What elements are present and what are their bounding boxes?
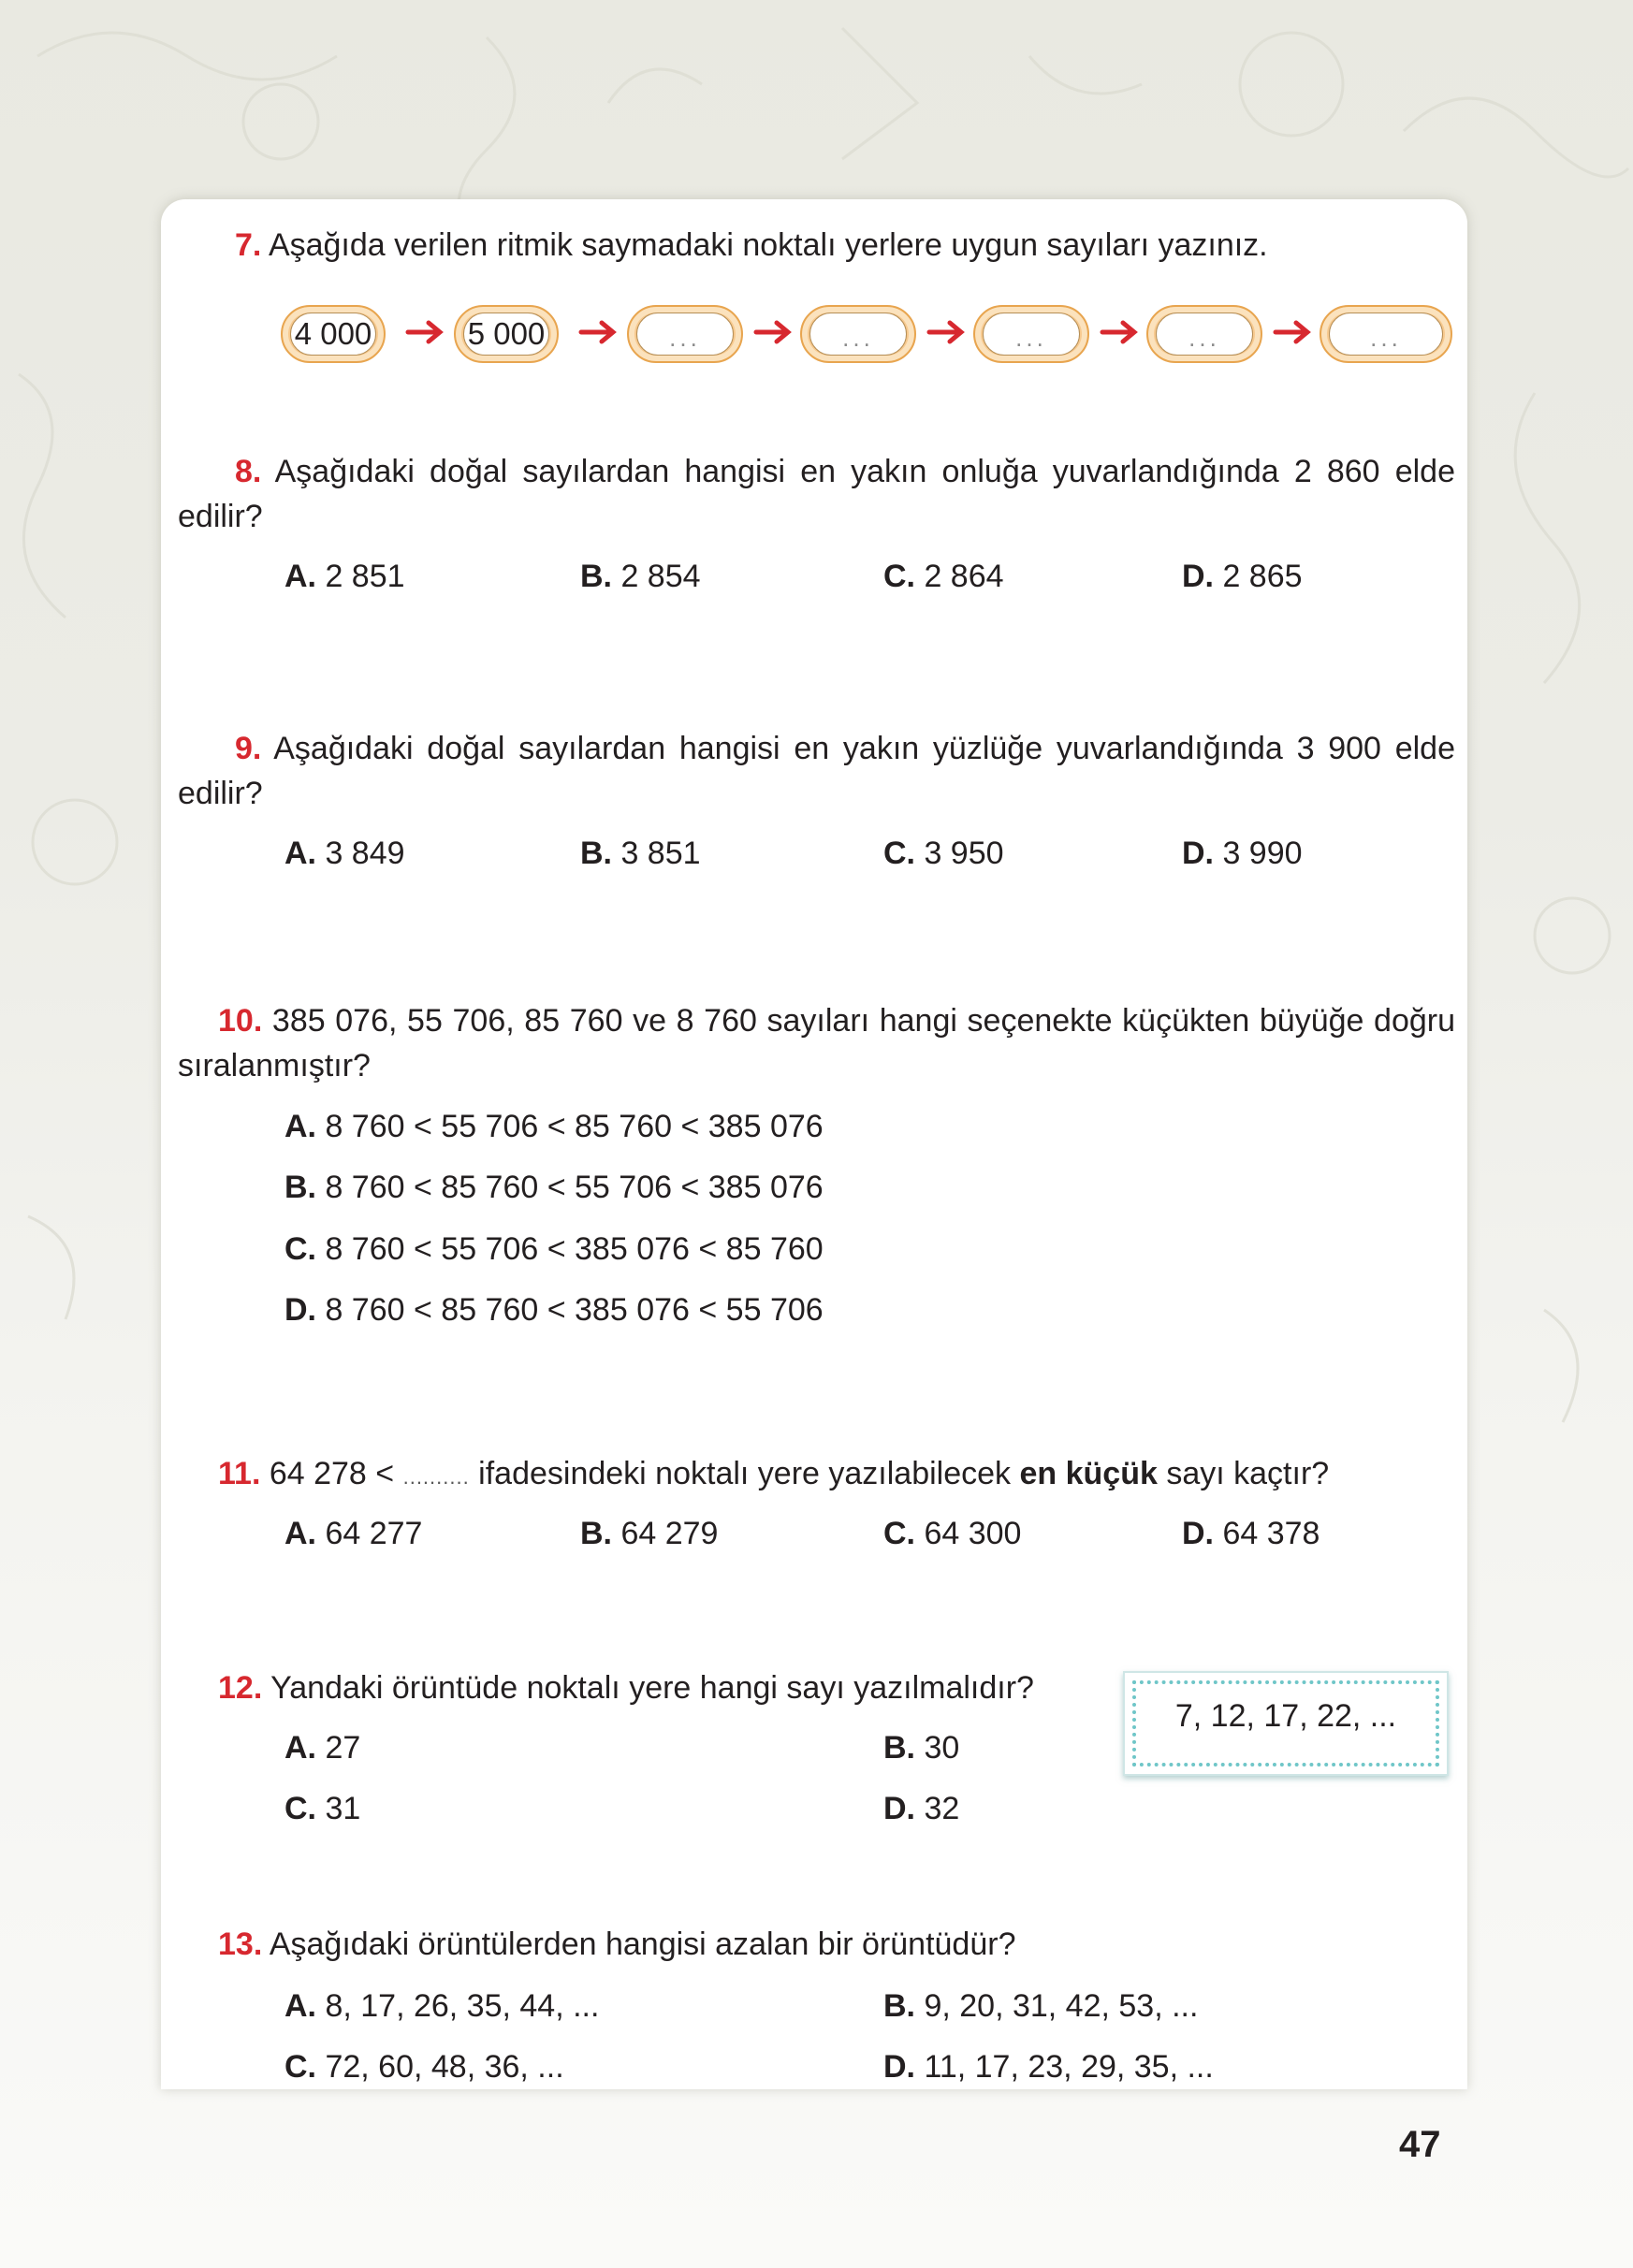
question-text: Aşağıdaki örüntülerden hangisi azalan bir örüntüdür?: [269, 1926, 1016, 1962]
question-13: [218, 1922, 1015, 1967]
question-number: 7.: [235, 227, 262, 263]
question-number: 8.: [235, 454, 262, 489]
option-d[interactable]: D. 3 990: [1182, 836, 1303, 871]
arrow-right-icon: [1272, 318, 1313, 346]
question-number: 12.: [218, 1670, 263, 1706]
option-d[interactable]: D. 32: [883, 1791, 960, 1826]
option-b[interactable]: B. 3 851: [580, 836, 701, 871]
pattern-box: [1123, 1671, 1449, 1776]
question-12: [218, 1665, 1034, 1710]
question-text: ifadesindeki noktalı yere yazılabilecek: [478, 1456, 1012, 1491]
option-c[interactable]: C. 3 950: [883, 836, 1004, 871]
question-text: Aşağıdaki doğal sayılardan hangisi en yakın yüzlüğe yuvarlandığında 3 900 elde edilir?: [178, 731, 1455, 811]
emphasis-text: en küçük: [1019, 1456, 1158, 1491]
option-b[interactable]: B. 30: [883, 1730, 960, 1766]
option-b[interactable]: B. 8 760 < 85 760 < 55 706 < 385 076: [284, 1170, 824, 1205]
arrow-right-icon: [404, 318, 445, 346]
question-9: [178, 726, 1455, 816]
question-text: 64 278 <: [269, 1456, 395, 1491]
option-c[interactable]: C. 31: [284, 1791, 361, 1826]
question-text: Aşağıdaki doğal sayılardan hangisi en yakın onluğa yuvarlandığında 2 860 elde edilir?: [178, 454, 1455, 534]
sequence-blank-1[interactable]: ...: [627, 305, 743, 363]
option-b[interactable]: B. 9, 20, 31, 42, 53, ...: [883, 1988, 1199, 2024]
sequence-blank-5[interactable]: ...: [1320, 305, 1452, 363]
option-b[interactable]: B. 2 854: [580, 559, 701, 594]
option-c[interactable]: C. 2 864: [883, 559, 1004, 594]
sequence-blank-3[interactable]: ...: [973, 305, 1089, 363]
sequence-box-2: 5 000: [454, 305, 559, 363]
option-a[interactable]: A. 8, 17, 26, 35, 44, ...: [284, 1988, 600, 2024]
answer-blank[interactable]: ..........: [402, 1465, 470, 1489]
question-7: [235, 223, 1451, 268]
option-a[interactable]: A. 27: [284, 1730, 361, 1766]
question-text: Aşağıda verilen ritmik saymadaki noktalı yerlere uygun sayıları yazınız.: [268, 227, 1268, 263]
sequence-blank-2[interactable]: ...: [800, 305, 916, 363]
question-text: sayı kaçtır?: [1166, 1456, 1330, 1491]
question-number: 13.: [218, 1926, 263, 1962]
arrow-right-icon: [752, 318, 794, 346]
option-d[interactable]: D. 2 865: [1182, 559, 1303, 594]
option-d[interactable]: D. 64 378: [1182, 1516, 1320, 1551]
question-number: 9.: [235, 731, 262, 766]
question-8: [178, 449, 1455, 539]
arrow-right-icon: [926, 318, 967, 346]
question-number: 10.: [218, 1003, 263, 1039]
sequence-box-1: 4 000: [281, 305, 386, 363]
option-d[interactable]: D. 11, 17, 23, 29, 35, ...: [883, 2049, 1214, 2085]
question-10: [178, 998, 1455, 1088]
option-c[interactable]: C. 64 300: [883, 1516, 1022, 1551]
page-number: 47: [1399, 2124, 1441, 2165]
option-a[interactable]: A. 8 760 < 55 706 < 85 760 < 385 076: [284, 1109, 824, 1144]
pattern-sequence: 7, 12, 17, 22, ...: [1174, 1698, 1397, 1734]
option-a[interactable]: A. 3 849: [284, 836, 405, 871]
option-d[interactable]: D. 8 760 < 85 760 < 385 076 < 55 706: [284, 1292, 824, 1328]
question-number: 11.: [218, 1456, 261, 1491]
option-b[interactable]: B. 64 279: [580, 1516, 719, 1551]
question-text: Yandaki örüntüde noktalı yere hangi sayı yazılmalıdır?: [270, 1670, 1034, 1706]
option-c[interactable]: C. 8 760 < 55 706 < 385 076 < 85 760: [284, 1231, 824, 1267]
question-11: [218, 1451, 1463, 1500]
question-text: 385 076, 55 706, 85 760 ve 8 760 sayıları hangi seçenekte küçükten büyüğe doğru sıralanmıştır?: [178, 1003, 1456, 1083]
option-c[interactable]: C. 72, 60, 48, 36, ...: [284, 2049, 564, 2085]
option-a[interactable]: A. 2 851: [284, 559, 405, 594]
arrow-right-icon: [577, 318, 619, 346]
option-a[interactable]: A. 64 277: [284, 1516, 423, 1551]
rhythmic-counting-chain: [281, 299, 1460, 374]
arrow-right-icon: [1099, 318, 1140, 346]
sequence-blank-4[interactable]: ...: [1146, 305, 1262, 363]
